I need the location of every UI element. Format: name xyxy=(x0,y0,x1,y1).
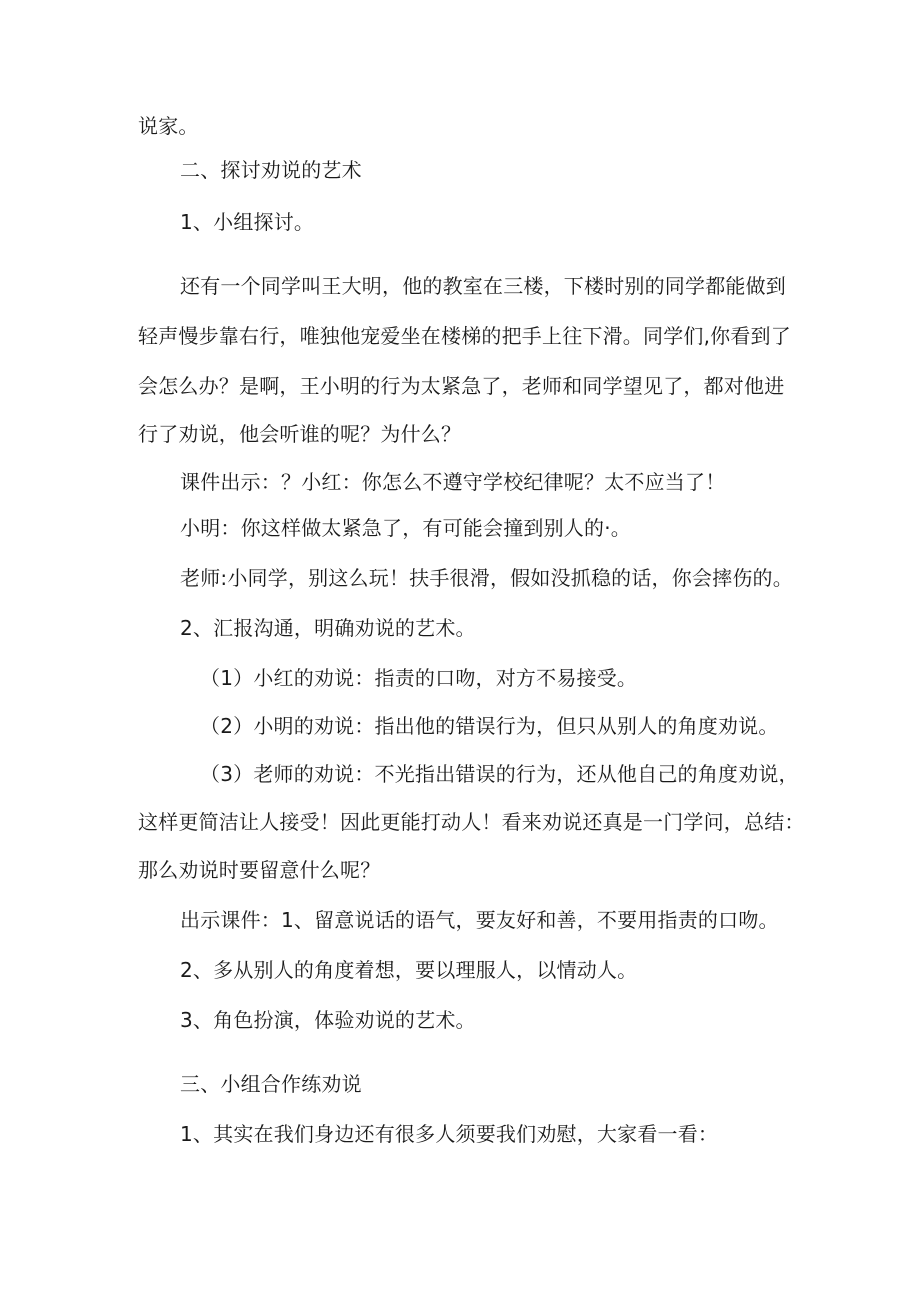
paragraph-line: 老师:小同学，别这么玩！扶手很滑，假如没抓稳的话，你会摔伤的。 xyxy=(180,566,793,590)
paragraph-line: 轻声慢步靠右行，唯独他宠爱坐在楼梯的把手上往下滑。同学们,你看到了 xyxy=(138,324,791,348)
section-heading: 三、小组合作练劝说 xyxy=(180,1072,362,1096)
paragraph-line: 行了劝说，他会听谁的呢？为什么？ xyxy=(138,422,462,446)
paragraph-line: 出示课件：1、留意说话的语气，要友好和善，不要用指责的口吻。 xyxy=(180,908,779,932)
list-item: （2）小明的劝说：指出他的错误行为，但只从别人的角度劝说。 xyxy=(200,714,779,738)
paragraph-line: 那么劝说时要留意什么呢？ xyxy=(138,858,381,882)
paragraph-line: 会怎么办？是啊，王小明的行为太紧急了，老师和同学望见了，都对他进 xyxy=(138,374,785,398)
paragraph-line: 还有一个同学叫王大明，他的教室在三楼，下楼时别的同学都能做到 xyxy=(180,274,786,298)
paragraph-line: 小明：你这样做太紧急了，有可能会撞到别人的·。 xyxy=(180,516,631,540)
paragraph-line: 说家。 xyxy=(138,114,199,138)
subsection-heading: 1、小组探讨。 xyxy=(180,210,315,234)
paragraph-line: 课件出示：？小红：你怎么不遵守学校纪律呢？太不应当了！ xyxy=(180,470,726,494)
section-heading: 二、探讨劝说的艺术 xyxy=(180,158,362,182)
list-item: （3）老师的劝说：不光指出错误的行为，还从他自己的角度劝说， xyxy=(200,762,799,786)
list-item: 3、角色扮演，体验劝说的艺术。 xyxy=(180,1008,476,1032)
list-item: （1）小红的劝说：指责的口吻，对方不易接受。 xyxy=(200,666,638,690)
list-item: 2、多从别人的角度着想，要以理服人，以情动人。 xyxy=(180,958,638,982)
subsection-heading: 2、汇报沟通，明确劝说的艺术。 xyxy=(180,616,476,640)
paragraph-line: 这样更简洁让人接受！因此更能打动人！看来劝说还真是一门学问，总结： xyxy=(138,810,805,834)
list-item: 1、其实在我们身边还有很多人须要我们劝慰，大家看一看： xyxy=(180,1122,719,1146)
